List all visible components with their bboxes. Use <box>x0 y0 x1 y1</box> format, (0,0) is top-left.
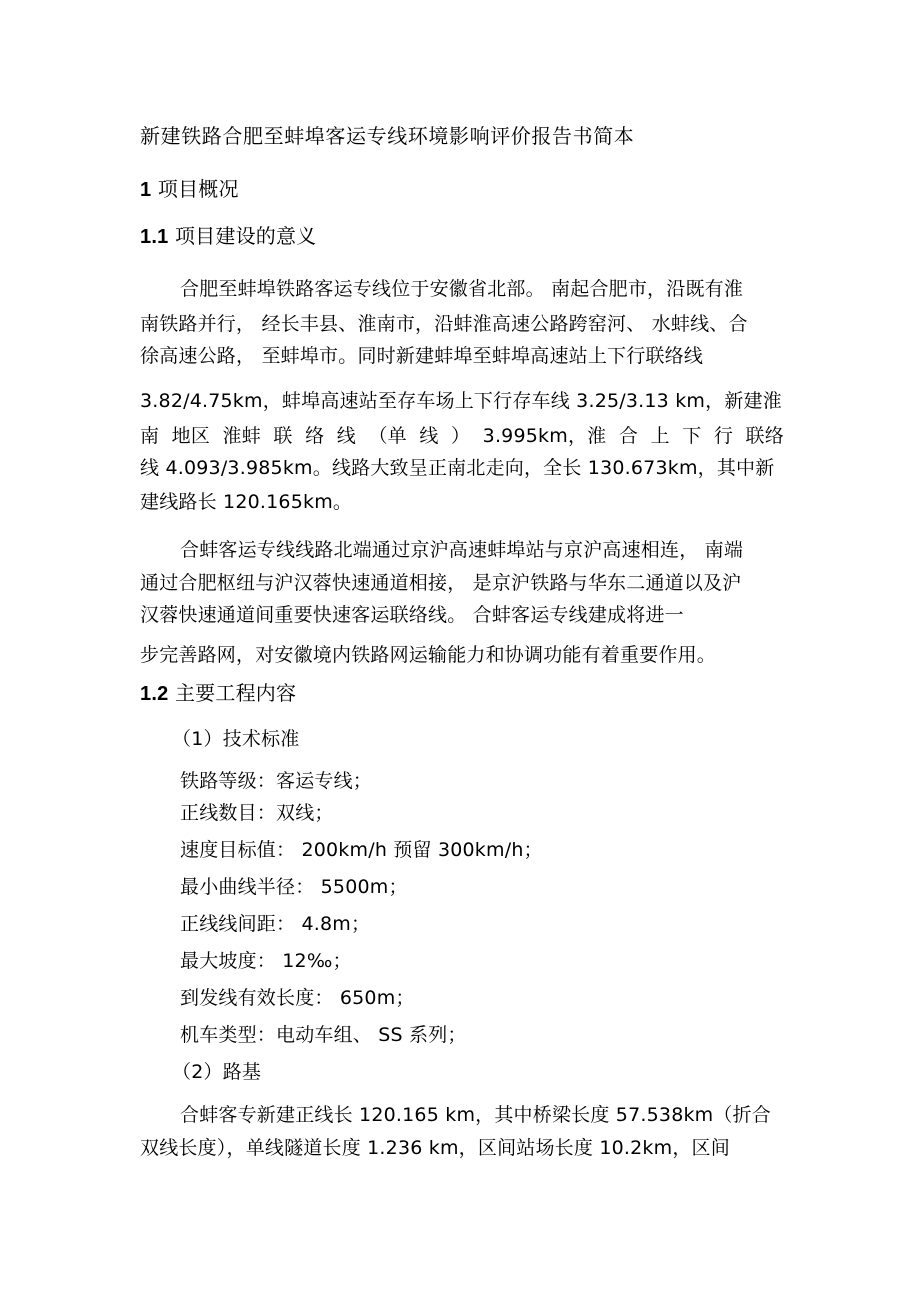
subsection-heading: （2）路基 <box>172 1061 262 1083</box>
word: 线 <box>336 425 356 447</box>
section-title: 主要工程内容 <box>174 681 297 705</box>
section-title: 项目概况 <box>157 177 239 201</box>
paragraph-line: 南铁路并行， 经长丰县、淮南市，沿蚌淮高速公路跨窑河、 水蚌线、合 <box>140 313 748 335</box>
standard-item: 机车类型：电动车组、 SS 系列； <box>180 1024 467 1046</box>
section-number: 1.1 <box>140 226 169 248</box>
word: 上 <box>650 425 670 447</box>
document-title: 新建铁路合肥至蚌埠客运专线环境影响评价报告书简本 <box>140 124 635 148</box>
standard-item: 铁路等级：客运专线； <box>180 770 373 792</box>
section-title: 项目建设的意义 <box>174 224 317 248</box>
word: 地区 <box>171 425 211 447</box>
paragraph-line: 合肥至蚌埠铁路客运专线位于安徽省北部。 南起合肥市，沿既有淮 <box>180 278 744 300</box>
subsection-heading: （1）技术标准 <box>172 728 300 750</box>
paragraph-line: 3.82/4.75km，蚌埠高速站至存车场上下行存车线 3.25/3.13 km，新建淮 <box>140 390 782 412</box>
paragraph-line: 合蚌客运专线线路北端通过京沪高速蚌埠站与京沪高速相连， 南端 <box>180 539 744 561</box>
paragraph-line: 汉蓉快速通道间重要快速客运联络线。 合蚌客运专线建成将进一 <box>140 604 684 626</box>
word: 合 <box>618 425 639 447</box>
word: 3.995km，淮 <box>482 425 607 447</box>
paragraph-line: 线 4.093/3.985km。线路大致呈正南北走向，全长 130.673km，其中新 <box>140 457 775 479</box>
section-number: 1 <box>140 179 152 201</box>
word: 南 <box>140 425 160 447</box>
word: 行 <box>713 425 734 447</box>
paragraph-line: 建线路长 120.165km。 <box>140 491 353 513</box>
word: 下 <box>682 425 702 447</box>
paragraph-line: 步完善路网，对安徽境内铁路网运输能力和协调功能有着重要作用。 <box>140 644 717 666</box>
standard-item: 到发线有效长度： 650m； <box>180 987 415 1009</box>
section-heading-1-2 <box>140 681 296 706</box>
standard-item: 正线线间距： 4.8m； <box>180 913 371 935</box>
paragraph-line: 通过合肥枢纽与沪汉蓉快速通道相接， 是京沪铁路与华东二通道以及沪 <box>140 572 742 594</box>
word: 联络 <box>745 425 784 447</box>
word: ） <box>450 425 471 447</box>
word: （单 <box>368 425 407 447</box>
standard-item: 速度目标值： 200km/h 预留 300km/h； <box>180 839 543 861</box>
standard-item: 最小曲线半径： 5500m； <box>180 876 408 898</box>
word: 联 <box>273 425 293 447</box>
section-heading-1 <box>140 177 239 202</box>
section-number: 1.2 <box>140 683 169 705</box>
standard-item: 最大坡度： 12‰； <box>180 950 352 972</box>
paragraph-line: 双线长度），单线隧道长度 1.236 km，区间站场长度 10.2km，区间 <box>140 1137 730 1159</box>
paragraph-line: 合蚌客专新建正线长 120.165 km，其中桥梁长度 57.538km（折合 <box>180 1104 771 1126</box>
word: 淮蚌 <box>222 425 261 447</box>
standard-item: 正线数目：双线； <box>180 802 334 824</box>
word: 线 <box>419 425 439 447</box>
paragraph-line-justified <box>140 424 784 448</box>
paragraph-line: 徐高速公路， 至蚌埠市。同时新建蚌埠至蚌埠高速站上下行联络线 <box>140 345 704 367</box>
section-heading-1-1 <box>140 224 316 249</box>
word: 络 <box>305 425 325 447</box>
